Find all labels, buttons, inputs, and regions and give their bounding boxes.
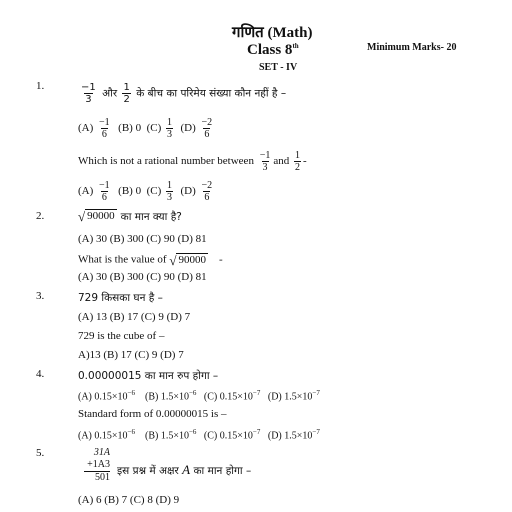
exponent: −7 xyxy=(252,428,261,436)
opt-d: (D) 1.5×10 xyxy=(267,430,313,442)
opt-c-label: (C) xyxy=(146,185,162,198)
q5-number: 5. xyxy=(36,447,45,459)
exponent: −7 xyxy=(312,389,320,397)
radicand: 90000 xyxy=(178,254,206,266)
class-label: Class 8 xyxy=(247,42,293,58)
q1-options-2 xyxy=(78,180,215,203)
q5-options: (A) 6 (B) 7 (C) 8 (D) 9 xyxy=(78,494,180,506)
opt-c-fraction xyxy=(166,117,173,140)
exponent: −7 xyxy=(312,428,320,436)
addend-1: 31A xyxy=(93,447,110,458)
set-label: SET - IV xyxy=(259,62,298,73)
q2-hindi-question xyxy=(78,207,182,225)
sqrt-expression xyxy=(169,253,208,267)
q4-english-question: Standard form of 0.00000015 is – xyxy=(78,408,227,420)
q1-options-1 xyxy=(78,117,215,140)
q1-en-end: - xyxy=(302,155,307,168)
q3-english-question: 729 is the cube of – xyxy=(78,330,165,342)
opt-d-label: (D) xyxy=(180,185,196,198)
q1-en-fraction-2 xyxy=(294,150,301,173)
class-superscript: th xyxy=(292,42,299,50)
q3-number: 3. xyxy=(36,290,45,302)
q1-en-fraction-1 xyxy=(259,150,272,173)
opt-c-fraction xyxy=(166,180,173,203)
q2-options-2: (A) 30 (B) 300 (C) 90 (D) 81 xyxy=(78,271,207,283)
sqrt-expression xyxy=(78,209,117,223)
q5-letter: A xyxy=(182,462,191,477)
q3-hindi-question: 729 किसका घन है – xyxy=(78,292,163,304)
q1-hi-and: और xyxy=(102,87,118,100)
frac-num: 1 xyxy=(167,117,173,128)
addition-problem xyxy=(84,447,110,484)
q3-options-2: A)13 (B) 17 (C) 9 (D) 7 xyxy=(78,349,184,361)
opt-d-fraction xyxy=(201,180,214,203)
frac-den: 3 xyxy=(167,129,173,140)
q1-number: 1. xyxy=(36,80,45,92)
frac-den: 3 xyxy=(85,94,92,105)
frac-den: 6 xyxy=(101,192,107,203)
q5-addition xyxy=(84,447,110,484)
q4-options-2 xyxy=(78,428,320,441)
opt-b: (B) 1.5×10 xyxy=(144,391,189,403)
exponent: −6 xyxy=(127,389,135,397)
opt-a: (A) 0.15×10 xyxy=(78,430,128,442)
class-heading xyxy=(247,42,299,59)
frac-num: −2 xyxy=(201,117,213,128)
q1-hi-fraction-1 xyxy=(80,82,97,105)
q5-hindi-question xyxy=(117,462,251,478)
q5-hi-text-2: का मान होगा – xyxy=(193,465,252,477)
frac-num: −1 xyxy=(99,117,110,128)
opt-b: (B) 1.5×10 xyxy=(144,430,189,442)
opt-a-fraction xyxy=(98,180,111,203)
q2-en-text: What is the value of xyxy=(78,253,167,266)
q2-options-1: (A) 30 (B) 300 (C) 90 (D) 81 xyxy=(78,233,207,245)
q5-hi-text-1: इस प्रश्न में अक्षर xyxy=(117,465,179,477)
q1-en-text: Which is not a rational number between xyxy=(78,155,254,168)
q1-hi-text: के बीच का परिमेय संख्या कौन नहीं है – xyxy=(136,87,287,100)
opt-a-label: (A) xyxy=(78,185,94,198)
frac-den: 6 xyxy=(101,129,107,140)
radical-sign: √ xyxy=(169,253,177,268)
q4-number: 4. xyxy=(36,368,45,380)
frac-den: 2 xyxy=(294,162,300,173)
frac-num: 1 xyxy=(167,180,173,191)
exponent: −6 xyxy=(188,428,197,436)
minimum-marks: Minimum Marks- 20 xyxy=(367,42,457,53)
q2-en-end: - xyxy=(218,253,223,266)
frac-den: 3 xyxy=(262,162,268,173)
exponent: −6 xyxy=(127,428,135,436)
frac-den: 6 xyxy=(204,192,210,203)
opt-c: (C) 0.15×10 xyxy=(203,391,253,403)
sum: 501 xyxy=(84,471,110,484)
radical-sign: √ xyxy=(78,209,86,225)
frac-num: 1 xyxy=(123,82,130,93)
q2-hi-text: का मान क्या है? xyxy=(120,211,182,223)
q2-number: 2. xyxy=(36,210,45,222)
frac-num: 1 xyxy=(294,150,300,161)
q1-hi-fraction-2 xyxy=(122,82,130,105)
opt-b: (B) 0 xyxy=(118,185,142,198)
opt-a: (A) 0.15×10 xyxy=(78,391,128,403)
opt-d-fraction xyxy=(201,117,214,140)
q1-english-question xyxy=(78,150,307,173)
q1-en-and: and xyxy=(273,155,290,168)
q3-options-1: (A) 13 (B) 17 (C) 9 (D) 7 xyxy=(78,311,191,323)
q4-options-1 xyxy=(78,389,320,402)
opt-d: (D) 1.5×10 xyxy=(267,391,313,403)
radicand: 90000 xyxy=(87,210,115,223)
frac-num: −2 xyxy=(201,180,213,191)
opt-a-label: (A) xyxy=(78,122,94,135)
q1-hindi-question xyxy=(78,82,286,105)
addend-2: +1A3 xyxy=(87,459,110,470)
frac-num: −1 xyxy=(259,150,271,161)
exponent: −7 xyxy=(252,389,261,397)
opt-a-fraction xyxy=(98,117,111,140)
frac-den: 6 xyxy=(204,129,210,140)
q4-hindi-question: 0.00000015 का मान रुप होगा – xyxy=(78,370,219,382)
frac-num: −1 xyxy=(81,82,96,93)
q2-english-question xyxy=(78,253,223,267)
frac-num: −1 xyxy=(99,180,110,191)
frac-den: 3 xyxy=(167,192,173,203)
page-title-subject: गणित (Math) xyxy=(232,25,313,41)
frac-den: 2 xyxy=(123,94,130,105)
opt-c: (C) 0.15×10 xyxy=(203,430,253,442)
opt-b: (B) 0 xyxy=(118,122,142,135)
opt-c-label: (C) xyxy=(146,122,162,135)
opt-d-label: (D) xyxy=(180,122,196,135)
exponent: −6 xyxy=(188,389,197,397)
